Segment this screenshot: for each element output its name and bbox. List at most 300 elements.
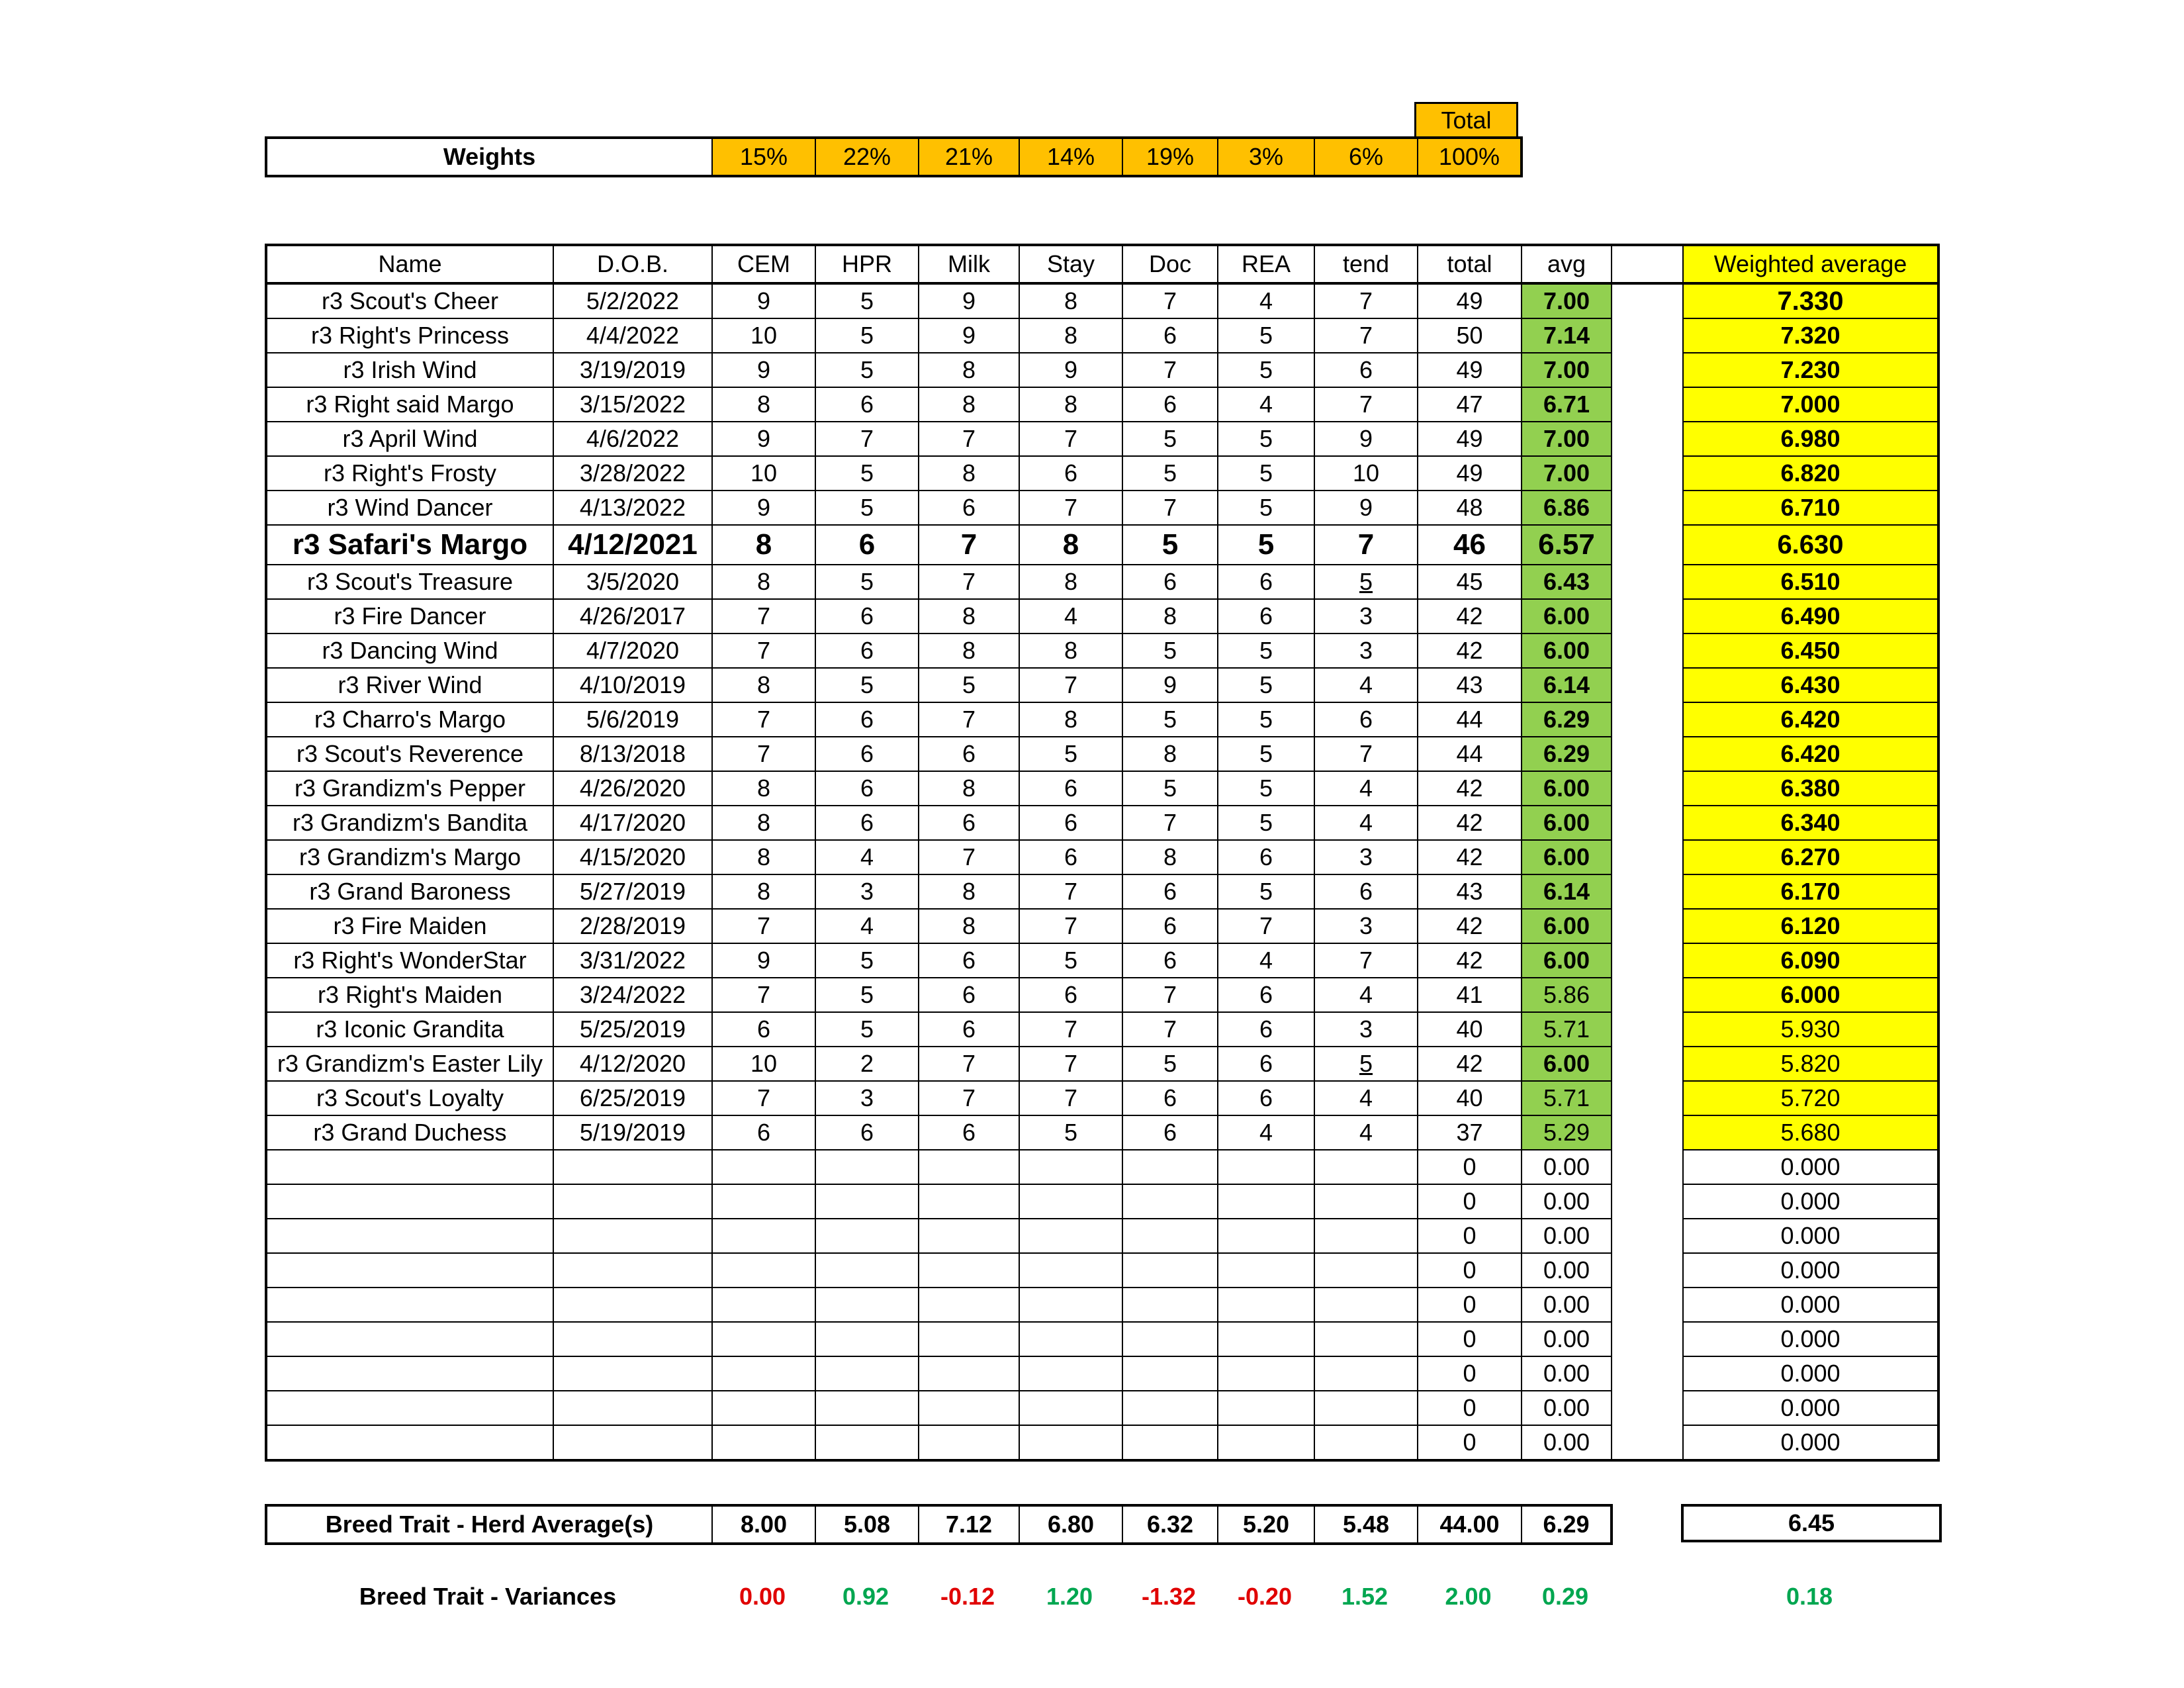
cell-stay[interactable] (1019, 1219, 1122, 1253)
cell-dob[interactable]: 6/25/2019 (553, 1081, 712, 1115)
cell-avg[interactable]: 7.00 (1522, 422, 1612, 456)
cell-weighted-average[interactable]: 6.420 (1683, 737, 1938, 771)
cell-milk[interactable] (919, 1322, 1019, 1356)
herd-avg-rea[interactable]: 5.20 (1218, 1505, 1314, 1544)
cell-stay[interactable]: 8 (1019, 283, 1122, 318)
cell-total[interactable]: 42 (1418, 633, 1522, 668)
cell-avg[interactable]: 5.86 (1522, 978, 1612, 1012)
cell-dob[interactable]: 5/27/2019 (553, 874, 712, 909)
cell-milk[interactable]: 7 (919, 702, 1019, 737)
cell-avg[interactable]: 0.00 (1522, 1356, 1612, 1391)
cell-doc[interactable]: 9 (1122, 668, 1218, 702)
cell-weighted-average[interactable]: 6.170 (1683, 874, 1938, 909)
cell-stay[interactable]: 6 (1019, 456, 1122, 491)
cell-weighted-average[interactable]: 7.320 (1683, 318, 1938, 353)
cell-milk[interactable]: 7 (919, 1047, 1019, 1081)
cell-milk[interactable]: 8 (919, 771, 1019, 806)
cell-name[interactable]: r3 Right's Frosty (266, 456, 553, 491)
cell-weighted-average[interactable]: 6.380 (1683, 771, 1938, 806)
cell-stay[interactable]: 7 (1019, 909, 1122, 943)
herd-avg-doc[interactable]: 6.32 (1122, 1505, 1218, 1544)
cell-hpr[interactable]: 5 (815, 668, 919, 702)
cell-weighted-average[interactable]: 6.430 (1683, 668, 1938, 702)
cell-cem[interactable]: 7 (712, 909, 815, 943)
cell-milk[interactable]: 8 (919, 353, 1019, 387)
cell-dob[interactable]: 3/15/2022 (553, 387, 712, 422)
cell-rea[interactable]: 5 (1218, 874, 1314, 909)
cell-name[interactable]: r3 Right's Princess (266, 318, 553, 353)
cell-weighted-average[interactable]: 5.720 (1683, 1081, 1938, 1115)
cell-name[interactable] (266, 1150, 553, 1184)
cell-rea[interactable]: 6 (1218, 565, 1314, 599)
cell-stay[interactable]: 9 (1019, 353, 1122, 387)
cell-stay[interactable] (1019, 1150, 1122, 1184)
cell-rea[interactable]: 6 (1218, 599, 1314, 633)
cell-cem[interactable]: 8 (712, 668, 815, 702)
cell-milk[interactable] (919, 1150, 1019, 1184)
cell-rea[interactable]: 4 (1218, 943, 1314, 978)
cell-doc[interactable]: 8 (1122, 599, 1218, 633)
cell-rea[interactable]: 4 (1218, 387, 1314, 422)
cell-name[interactable] (266, 1288, 553, 1322)
cell-doc[interactable] (1122, 1253, 1218, 1288)
cell-tend[interactable]: 6 (1314, 874, 1418, 909)
cell-hpr[interactable] (815, 1288, 919, 1322)
cell-tend[interactable]: 7 (1314, 943, 1418, 978)
cell-hpr[interactable]: 5 (815, 456, 919, 491)
cell-weighted-average[interactable]: 0.000 (1683, 1322, 1938, 1356)
cell-rea[interactable]: 5 (1218, 806, 1314, 840)
cell-avg[interactable]: 0.00 (1522, 1288, 1612, 1322)
cell-doc[interactable] (1122, 1356, 1218, 1391)
cell-name[interactable]: r3 Fire Maiden (266, 909, 553, 943)
cell-name[interactable]: r3 Safari's Margo (266, 525, 553, 565)
cell-stay[interactable] (1019, 1356, 1122, 1391)
cell-avg[interactable]: 6.00 (1522, 909, 1612, 943)
cell-stay[interactable]: 5 (1019, 1115, 1122, 1150)
cell-total[interactable]: 41 (1418, 978, 1522, 1012)
cell-cem[interactable] (712, 1150, 815, 1184)
cell-dob[interactable] (553, 1253, 712, 1288)
cell-stay[interactable]: 7 (1019, 491, 1122, 525)
cell-cem[interactable]: 8 (712, 525, 815, 565)
cell-rea[interactable]: 4 (1218, 283, 1314, 318)
cell-doc[interactable] (1122, 1184, 1218, 1219)
cell-weighted-average[interactable]: 6.490 (1683, 599, 1938, 633)
weight-hpr[interactable]: 22% (815, 138, 919, 176)
cell-rea[interactable]: 5 (1218, 318, 1314, 353)
cell-name[interactable] (266, 1219, 553, 1253)
cell-rea[interactable]: 5 (1218, 668, 1314, 702)
cell-dob[interactable]: 5/6/2019 (553, 702, 712, 737)
cell-cem[interactable]: 6 (712, 1012, 815, 1047)
cell-stay[interactable]: 6 (1019, 771, 1122, 806)
cell-name[interactable]: r3 Grandizm's Pepper (266, 771, 553, 806)
cell-weighted-average[interactable]: 5.930 (1683, 1012, 1938, 1047)
cell-tend[interactable] (1314, 1425, 1418, 1460)
cell-avg[interactable]: 6.43 (1522, 565, 1612, 599)
cell-cem[interactable]: 7 (712, 978, 815, 1012)
weight-tend[interactable]: 6% (1314, 138, 1418, 176)
cell-doc[interactable] (1122, 1288, 1218, 1322)
cell-rea[interactable]: 6 (1218, 840, 1314, 874)
cell-hpr[interactable]: 6 (815, 599, 919, 633)
cell-avg[interactable]: 5.29 (1522, 1115, 1612, 1150)
cell-milk[interactable] (919, 1356, 1019, 1391)
cell-name[interactable] (266, 1391, 553, 1425)
cell-hpr[interactable]: 7 (815, 422, 919, 456)
cell-total[interactable]: 42 (1418, 909, 1522, 943)
weight-doc[interactable]: 19% (1122, 138, 1218, 176)
weight-stay[interactable]: 14% (1019, 138, 1122, 176)
weights-label[interactable]: Weights (266, 138, 712, 176)
cell-total[interactable]: 47 (1418, 387, 1522, 422)
cell-stay[interactable] (1019, 1184, 1122, 1219)
cell-dob[interactable] (553, 1391, 712, 1425)
herd-avg-cem[interactable]: 8.00 (712, 1505, 815, 1544)
cell-cem[interactable] (712, 1425, 815, 1460)
cell-cem[interactable]: 9 (712, 353, 815, 387)
cell-dob[interactable]: 4/12/2021 (553, 525, 712, 565)
cell-total[interactable]: 42 (1418, 943, 1522, 978)
cell-doc[interactable]: 5 (1122, 702, 1218, 737)
cell-stay[interactable]: 8 (1019, 525, 1122, 565)
cell-rea[interactable]: 6 (1218, 978, 1314, 1012)
cell-hpr[interactable]: 5 (815, 491, 919, 525)
cell-avg[interactable]: 0.00 (1522, 1184, 1612, 1219)
cell-doc[interactable]: 7 (1122, 806, 1218, 840)
cell-name[interactable]: r3 Irish Wind (266, 353, 553, 387)
cell-cem[interactable]: 7 (712, 599, 815, 633)
cell-doc[interactable]: 6 (1122, 387, 1218, 422)
cell-dob[interactable]: 5/2/2022 (553, 283, 712, 318)
cell-dob[interactable]: 3/24/2022 (553, 978, 712, 1012)
cell-hpr[interactable]: 2 (815, 1047, 919, 1081)
cell-rea[interactable]: 6 (1218, 1047, 1314, 1081)
cell-avg[interactable]: 5.71 (1522, 1012, 1612, 1047)
cell-tend[interactable]: 7 (1314, 525, 1418, 565)
cell-tend[interactable]: 4 (1314, 668, 1418, 702)
cell-stay[interactable] (1019, 1391, 1122, 1425)
cell-tend[interactable] (1314, 1253, 1418, 1288)
cell-milk[interactable] (919, 1391, 1019, 1425)
cell-hpr[interactable] (815, 1425, 919, 1460)
weight-milk[interactable]: 21% (919, 138, 1019, 176)
cell-dob[interactable]: 3/31/2022 (553, 943, 712, 978)
cell-tend[interactable]: 3 (1314, 1012, 1418, 1047)
cell-dob[interactable]: 4/26/2020 (553, 771, 712, 806)
cell-total[interactable]: 0 (1418, 1253, 1522, 1288)
cell-dob[interactable] (553, 1219, 712, 1253)
cell-weighted-average[interactable]: 7.330 (1683, 283, 1938, 318)
cell-stay[interactable]: 8 (1019, 633, 1122, 668)
cell-tend[interactable] (1314, 1391, 1418, 1425)
cell-rea[interactable] (1218, 1288, 1314, 1322)
cell-total[interactable]: 42 (1418, 599, 1522, 633)
cell-doc[interactable]: 7 (1122, 1012, 1218, 1047)
cell-milk[interactable]: 9 (919, 283, 1019, 318)
cell-tend[interactable]: 9 (1314, 491, 1418, 525)
cell-doc[interactable]: 8 (1122, 737, 1218, 771)
cell-hpr[interactable]: 5 (815, 1012, 919, 1047)
cell-avg[interactable]: 6.00 (1522, 840, 1612, 874)
herd-avg-stay[interactable]: 6.80 (1019, 1505, 1122, 1544)
cell-name[interactable]: r3 River Wind (266, 668, 553, 702)
cell-weighted-average[interactable]: 6.630 (1683, 525, 1938, 565)
cell-tend[interactable] (1314, 1184, 1418, 1219)
cell-tend[interactable]: 4 (1314, 771, 1418, 806)
cell-doc[interactable]: 7 (1122, 353, 1218, 387)
cell-rea[interactable] (1218, 1425, 1314, 1460)
cell-rea[interactable]: 5 (1218, 771, 1314, 806)
cell-avg[interactable]: 6.00 (1522, 633, 1612, 668)
cell-tend[interactable]: 7 (1314, 387, 1418, 422)
cell-total[interactable]: 0 (1418, 1322, 1522, 1356)
cell-total[interactable]: 0 (1418, 1184, 1522, 1219)
cell-avg[interactable]: 0.00 (1522, 1150, 1612, 1184)
cell-total[interactable]: 42 (1418, 771, 1522, 806)
cell-name[interactable]: r3 Wind Dancer (266, 491, 553, 525)
cell-milk[interactable]: 7 (919, 1081, 1019, 1115)
cell-avg[interactable]: 6.29 (1522, 737, 1612, 771)
cell-dob[interactable]: 4/7/2020 (553, 633, 712, 668)
cell-weighted-average[interactable]: 6.820 (1683, 456, 1938, 491)
cell-tend[interactable] (1314, 1047, 1418, 1081)
cell-dob[interactable] (553, 1322, 712, 1356)
cell-hpr[interactable]: 3 (815, 874, 919, 909)
cell-total[interactable]: 44 (1418, 702, 1522, 737)
cell-cem[interactable] (712, 1288, 815, 1322)
weight-rea[interactable]: 3% (1218, 138, 1314, 176)
cell-cem[interactable]: 9 (712, 283, 815, 318)
cell-dob[interactable] (553, 1425, 712, 1460)
cell-tend[interactable]: 6 (1314, 353, 1418, 387)
cell-doc[interactable] (1122, 1425, 1218, 1460)
cell-total[interactable]: 49 (1418, 456, 1522, 491)
cell-milk[interactable]: 7 (919, 565, 1019, 599)
cell-total[interactable]: 40 (1418, 1081, 1522, 1115)
cell-cem[interactable]: 7 (712, 1081, 815, 1115)
cell-milk[interactable] (919, 1253, 1019, 1288)
cell-weighted-average[interactable]: 6.340 (1683, 806, 1938, 840)
herd-avg-hpr[interactable]: 5.08 (815, 1505, 919, 1544)
cell-hpr[interactable]: 6 (815, 737, 919, 771)
cell-total[interactable]: 49 (1418, 422, 1522, 456)
cell-tend[interactable]: 7 (1314, 737, 1418, 771)
cell-rea[interactable]: 5 (1218, 353, 1314, 387)
cell-stay[interactable]: 6 (1019, 978, 1122, 1012)
cell-avg[interactable]: 6.71 (1522, 387, 1612, 422)
cell-doc[interactable]: 5 (1122, 1047, 1218, 1081)
cell-name[interactable]: r3 Dancing Wind (266, 633, 553, 668)
cell-avg[interactable]: 6.00 (1522, 943, 1612, 978)
weight-cem[interactable]: 15% (712, 138, 815, 176)
cell-avg[interactable]: 6.29 (1522, 702, 1612, 737)
cell-weighted-average[interactable]: 7.000 (1683, 387, 1938, 422)
cell-hpr[interactable]: 6 (815, 1115, 919, 1150)
herd-avg-milk[interactable]: 7.12 (919, 1505, 1019, 1544)
cell-doc[interactable]: 6 (1122, 1115, 1218, 1150)
cell-total[interactable]: 42 (1418, 840, 1522, 874)
cell-tend[interactable]: 4 (1314, 1081, 1418, 1115)
cell-tend[interactable]: 4 (1314, 806, 1418, 840)
cell-rea[interactable]: 5 (1218, 525, 1314, 565)
cell-dob[interactable]: 5/19/2019 (553, 1115, 712, 1150)
cell-dob[interactable]: 5/25/2019 (553, 1012, 712, 1047)
cell-avg[interactable]: 6.00 (1522, 1047, 1612, 1081)
cell-cem[interactable] (712, 1184, 815, 1219)
cell-stay[interactable]: 7 (1019, 874, 1122, 909)
cell-doc[interactable]: 6 (1122, 909, 1218, 943)
cell-rea[interactable]: 6 (1218, 1081, 1314, 1115)
cell-rea[interactable] (1218, 1219, 1314, 1253)
cell-stay[interactable]: 7 (1019, 1047, 1122, 1081)
cell-total[interactable]: 45 (1418, 565, 1522, 599)
cell-hpr[interactable] (815, 1391, 919, 1425)
cell-avg[interactable]: 0.00 (1522, 1425, 1612, 1460)
cell-doc[interactable]: 5 (1122, 633, 1218, 668)
cell-rea[interactable] (1218, 1184, 1314, 1219)
cell-cem[interactable]: 10 (712, 1047, 815, 1081)
cell-name[interactable]: r3 Fire Dancer (266, 599, 553, 633)
cell-name[interactable] (266, 1425, 553, 1460)
cell-stay[interactable] (1019, 1288, 1122, 1322)
cell-dob[interactable]: 4/4/2022 (553, 318, 712, 353)
cell-milk[interactable]: 8 (919, 909, 1019, 943)
cell-stay[interactable]: 8 (1019, 387, 1122, 422)
cell-dob[interactable]: 4/10/2019 (553, 668, 712, 702)
cell-stay[interactable]: 5 (1019, 943, 1122, 978)
cell-avg[interactable]: 6.86 (1522, 491, 1612, 525)
cell-doc[interactable]: 5 (1122, 422, 1218, 456)
cell-cem[interactable] (712, 1253, 815, 1288)
cell-tend[interactable]: 3 (1314, 909, 1418, 943)
cell-dob[interactable] (553, 1150, 712, 1184)
cell-weighted-average[interactable]: 0.000 (1683, 1253, 1938, 1288)
cell-hpr[interactable]: 6 (815, 771, 919, 806)
cell-hpr[interactable]: 3 (815, 1081, 919, 1115)
cell-milk[interactable]: 6 (919, 806, 1019, 840)
cell-rea[interactable]: 4 (1218, 1115, 1314, 1150)
cell-milk[interactable]: 8 (919, 874, 1019, 909)
cell-dob[interactable]: 4/17/2020 (553, 806, 712, 840)
cell-name[interactable]: r3 Grandizm's Bandita (266, 806, 553, 840)
cell-name[interactable]: r3 Charro's Margo (266, 702, 553, 737)
cell-milk[interactable]: 7 (919, 840, 1019, 874)
cell-cem[interactable]: 7 (712, 702, 815, 737)
cell-milk[interactable]: 6 (919, 491, 1019, 525)
cell-cem[interactable]: 8 (712, 840, 815, 874)
cell-weighted-average[interactable]: 6.090 (1683, 943, 1938, 978)
cell-weighted-average[interactable]: 6.510 (1683, 565, 1938, 599)
cell-weighted-average[interactable]: 5.680 (1683, 1115, 1938, 1150)
cell-tend[interactable]: 4 (1314, 1115, 1418, 1150)
cell-total[interactable]: 44 (1418, 737, 1522, 771)
cell-tend[interactable]: 7 (1314, 283, 1418, 318)
cell-avg[interactable]: 7.00 (1522, 283, 1612, 318)
cell-hpr[interactable] (815, 1322, 919, 1356)
cell-weighted-average[interactable]: 0.000 (1683, 1184, 1938, 1219)
cell-doc[interactable]: 5 (1122, 525, 1218, 565)
cell-tend[interactable]: 4 (1314, 978, 1418, 1012)
cell-doc[interactable]: 8 (1122, 840, 1218, 874)
cell-hpr[interactable] (815, 1219, 919, 1253)
cell-cem[interactable]: 7 (712, 633, 815, 668)
cell-rea[interactable] (1218, 1322, 1314, 1356)
cell-hpr[interactable]: 6 (815, 525, 919, 565)
cell-tend[interactable]: 10 (1314, 456, 1418, 491)
cell-doc[interactable]: 7 (1122, 978, 1218, 1012)
cell-hpr[interactable] (815, 1253, 919, 1288)
cell-weighted-average[interactable]: 7.230 (1683, 353, 1938, 387)
cell-doc[interactable]: 6 (1122, 874, 1218, 909)
cell-total[interactable]: 50 (1418, 318, 1522, 353)
cell-total[interactable]: 43 (1418, 874, 1522, 909)
cell-stay[interactable] (1019, 1425, 1122, 1460)
cell-hpr[interactable]: 6 (815, 387, 919, 422)
cell-tend[interactable]: 7 (1314, 318, 1418, 353)
cell-stay[interactable]: 7 (1019, 1081, 1122, 1115)
cell-doc[interactable]: 5 (1122, 771, 1218, 806)
cell-milk[interactable]: 7 (919, 525, 1019, 565)
cell-hpr[interactable]: 6 (815, 702, 919, 737)
cell-weighted-average[interactable]: 0.000 (1683, 1425, 1938, 1460)
cell-cem[interactable]: 9 (712, 943, 815, 978)
cell-tend[interactable]: 6 (1314, 702, 1418, 737)
cell-name[interactable]: r3 Grandizm's Easter Lily (266, 1047, 553, 1081)
cell-avg[interactable]: 6.57 (1522, 525, 1612, 565)
cell-milk[interactable] (919, 1288, 1019, 1322)
cell-milk[interactable]: 6 (919, 737, 1019, 771)
cell-dob[interactable]: 3/5/2020 (553, 565, 712, 599)
cell-milk[interactable]: 8 (919, 456, 1019, 491)
cell-milk[interactable]: 6 (919, 1012, 1019, 1047)
cell-milk[interactable] (919, 1184, 1019, 1219)
cell-milk[interactable]: 6 (919, 1115, 1019, 1150)
cell-name[interactable]: r3 Grand Duchess (266, 1115, 553, 1150)
cell-milk[interactable] (919, 1219, 1019, 1253)
cell-avg[interactable]: 5.71 (1522, 1081, 1612, 1115)
cell-tend[interactable] (1314, 1322, 1418, 1356)
cell-stay[interactable]: 8 (1019, 318, 1122, 353)
cell-milk[interactable]: 8 (919, 387, 1019, 422)
cell-hpr[interactable] (815, 1150, 919, 1184)
cell-stay[interactable] (1019, 1253, 1122, 1288)
cell-hpr[interactable]: 6 (815, 633, 919, 668)
cell-total[interactable]: 42 (1418, 806, 1522, 840)
cell-doc[interactable]: 7 (1122, 283, 1218, 318)
cell-total[interactable]: 43 (1418, 668, 1522, 702)
cell-cem[interactable] (712, 1322, 815, 1356)
cell-rea[interactable]: 5 (1218, 702, 1314, 737)
cell-avg[interactable]: 7.00 (1522, 456, 1612, 491)
cell-avg[interactable]: 6.14 (1522, 874, 1612, 909)
cell-hpr[interactable]: 5 (815, 283, 919, 318)
cell-doc[interactable]: 6 (1122, 943, 1218, 978)
cell-rea[interactable]: 5 (1218, 737, 1314, 771)
cell-weighted-average[interactable]: 5.820 (1683, 1047, 1938, 1081)
cell-doc[interactable]: 5 (1122, 456, 1218, 491)
cell-total[interactable]: 0 (1418, 1150, 1522, 1184)
cell-name[interactable] (266, 1322, 553, 1356)
cell-total[interactable]: 0 (1418, 1288, 1522, 1322)
cell-name[interactable]: r3 Right's Maiden (266, 978, 553, 1012)
cell-doc[interactable]: 6 (1122, 318, 1218, 353)
cell-doc[interactable]: 6 (1122, 1081, 1218, 1115)
cell-milk[interactable]: 6 (919, 943, 1019, 978)
cell-rea[interactable]: 5 (1218, 456, 1314, 491)
cell-rea[interactable] (1218, 1253, 1314, 1288)
